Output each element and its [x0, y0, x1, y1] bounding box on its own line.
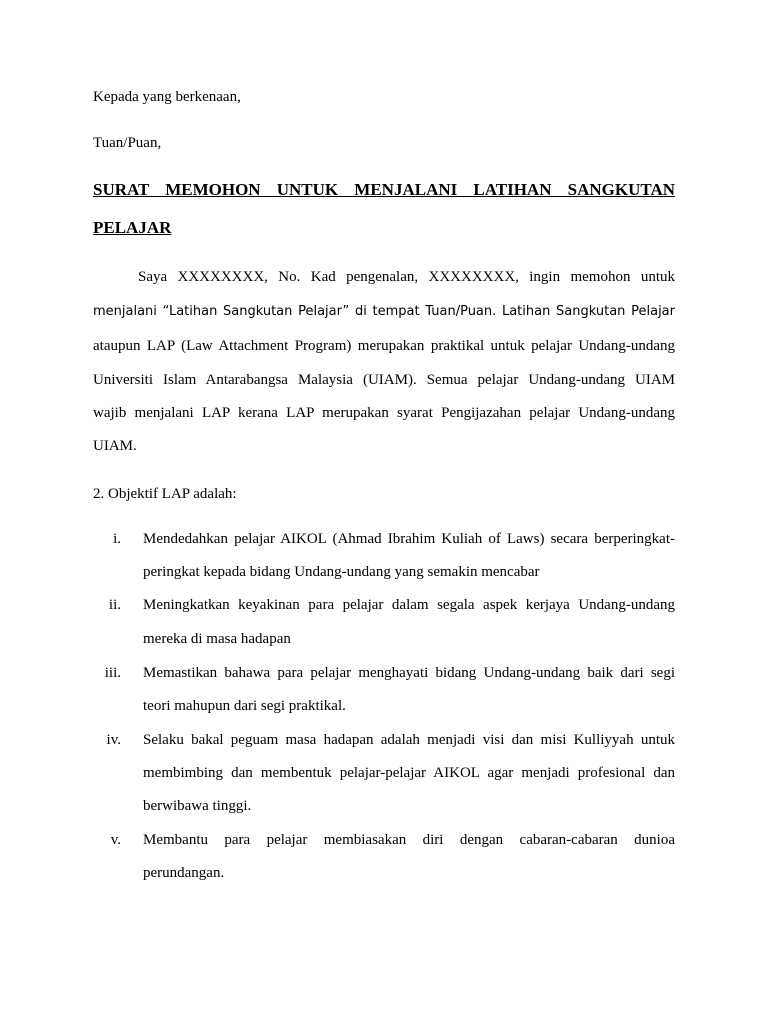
intro-line: Universiti Islam Antarabangsa Malaysia (UIAM). Semua pelajar Undang-undang UIAM — [93, 372, 675, 388]
intro-line: wajib menjalani LAP kerana LAP merupakan syarat Pengijazahan pelajar Undang-undang — [93, 405, 675, 421]
list-item-line: teori mahupun dari segi praktikal. — [143, 698, 346, 714]
list-numeral: iii. — [104, 665, 121, 681]
letter-title-line-1: SURAT MEMOHON UNTUK MENJALANI LATIHAN SANGKUTAN — [93, 180, 675, 199]
list-numeral: i. — [113, 531, 121, 547]
salutation: Tuan/Puan, — [93, 135, 162, 151]
list-numeral: iv. — [106, 732, 121, 748]
list-item-line: mereka di masa hadapan — [143, 631, 291, 647]
intro-line: menjalani “Latihan Sangkutan Pelajar” di tempat Tuan/Puan. Latihan Sangkutan Pelajar — [93, 304, 675, 319]
list-item-line: Membantu para pelajar membiasakan diri dengan cabaran-cabaran dunioa — [143, 832, 675, 848]
objectives-heading: 2. Objektif LAP adalah: — [93, 486, 237, 502]
list-item-line: perundangan. — [143, 865, 225, 881]
list-numeral: v. — [110, 832, 121, 848]
list-item-line: Mendedahkan pelajar AIKOL (Ahmad Ibrahim Kuliah of Laws) secara berperingkat- — [143, 531, 675, 547]
list-item-line: Selaku bakal peguam masa hadapan adalah menjadi visi dan misi Kulliyyah untuk — [143, 732, 675, 748]
list-item-line: Meningkatkan keyakinan para pelajar dalam segala aspek kerjaya Undang-undang — [143, 597, 675, 613]
list-item-line: membimbing dan membentuk pelajar-pelajar AIKOL agar menjadi profesional dan — [143, 765, 675, 781]
list-item-line: berwibawa tinggi. — [143, 798, 252, 814]
list-numeral: ii. — [108, 597, 121, 613]
intro-line: Saya XXXXXXXX, No. Kad pengenalan, XXXXXXXX, ingin memohon untuk — [138, 269, 675, 285]
intro-line: UIAM. — [93, 438, 137, 454]
greeting: Kepada yang berkenaan, — [93, 89, 241, 105]
letter-title-line-2: PELAJAR — [93, 218, 172, 237]
list-item-line: Memastikan bahawa para pelajar menghayati bidang Undang-undang baik dari segi — [143, 665, 675, 681]
intro-line: ataupun LAP (Law Attachment Program) merupakan praktikal untuk pelajar Undang-undang — [93, 338, 675, 354]
list-item-line: peringkat kepada bidang Undang-undang yang semakin mencabar — [143, 564, 540, 580]
